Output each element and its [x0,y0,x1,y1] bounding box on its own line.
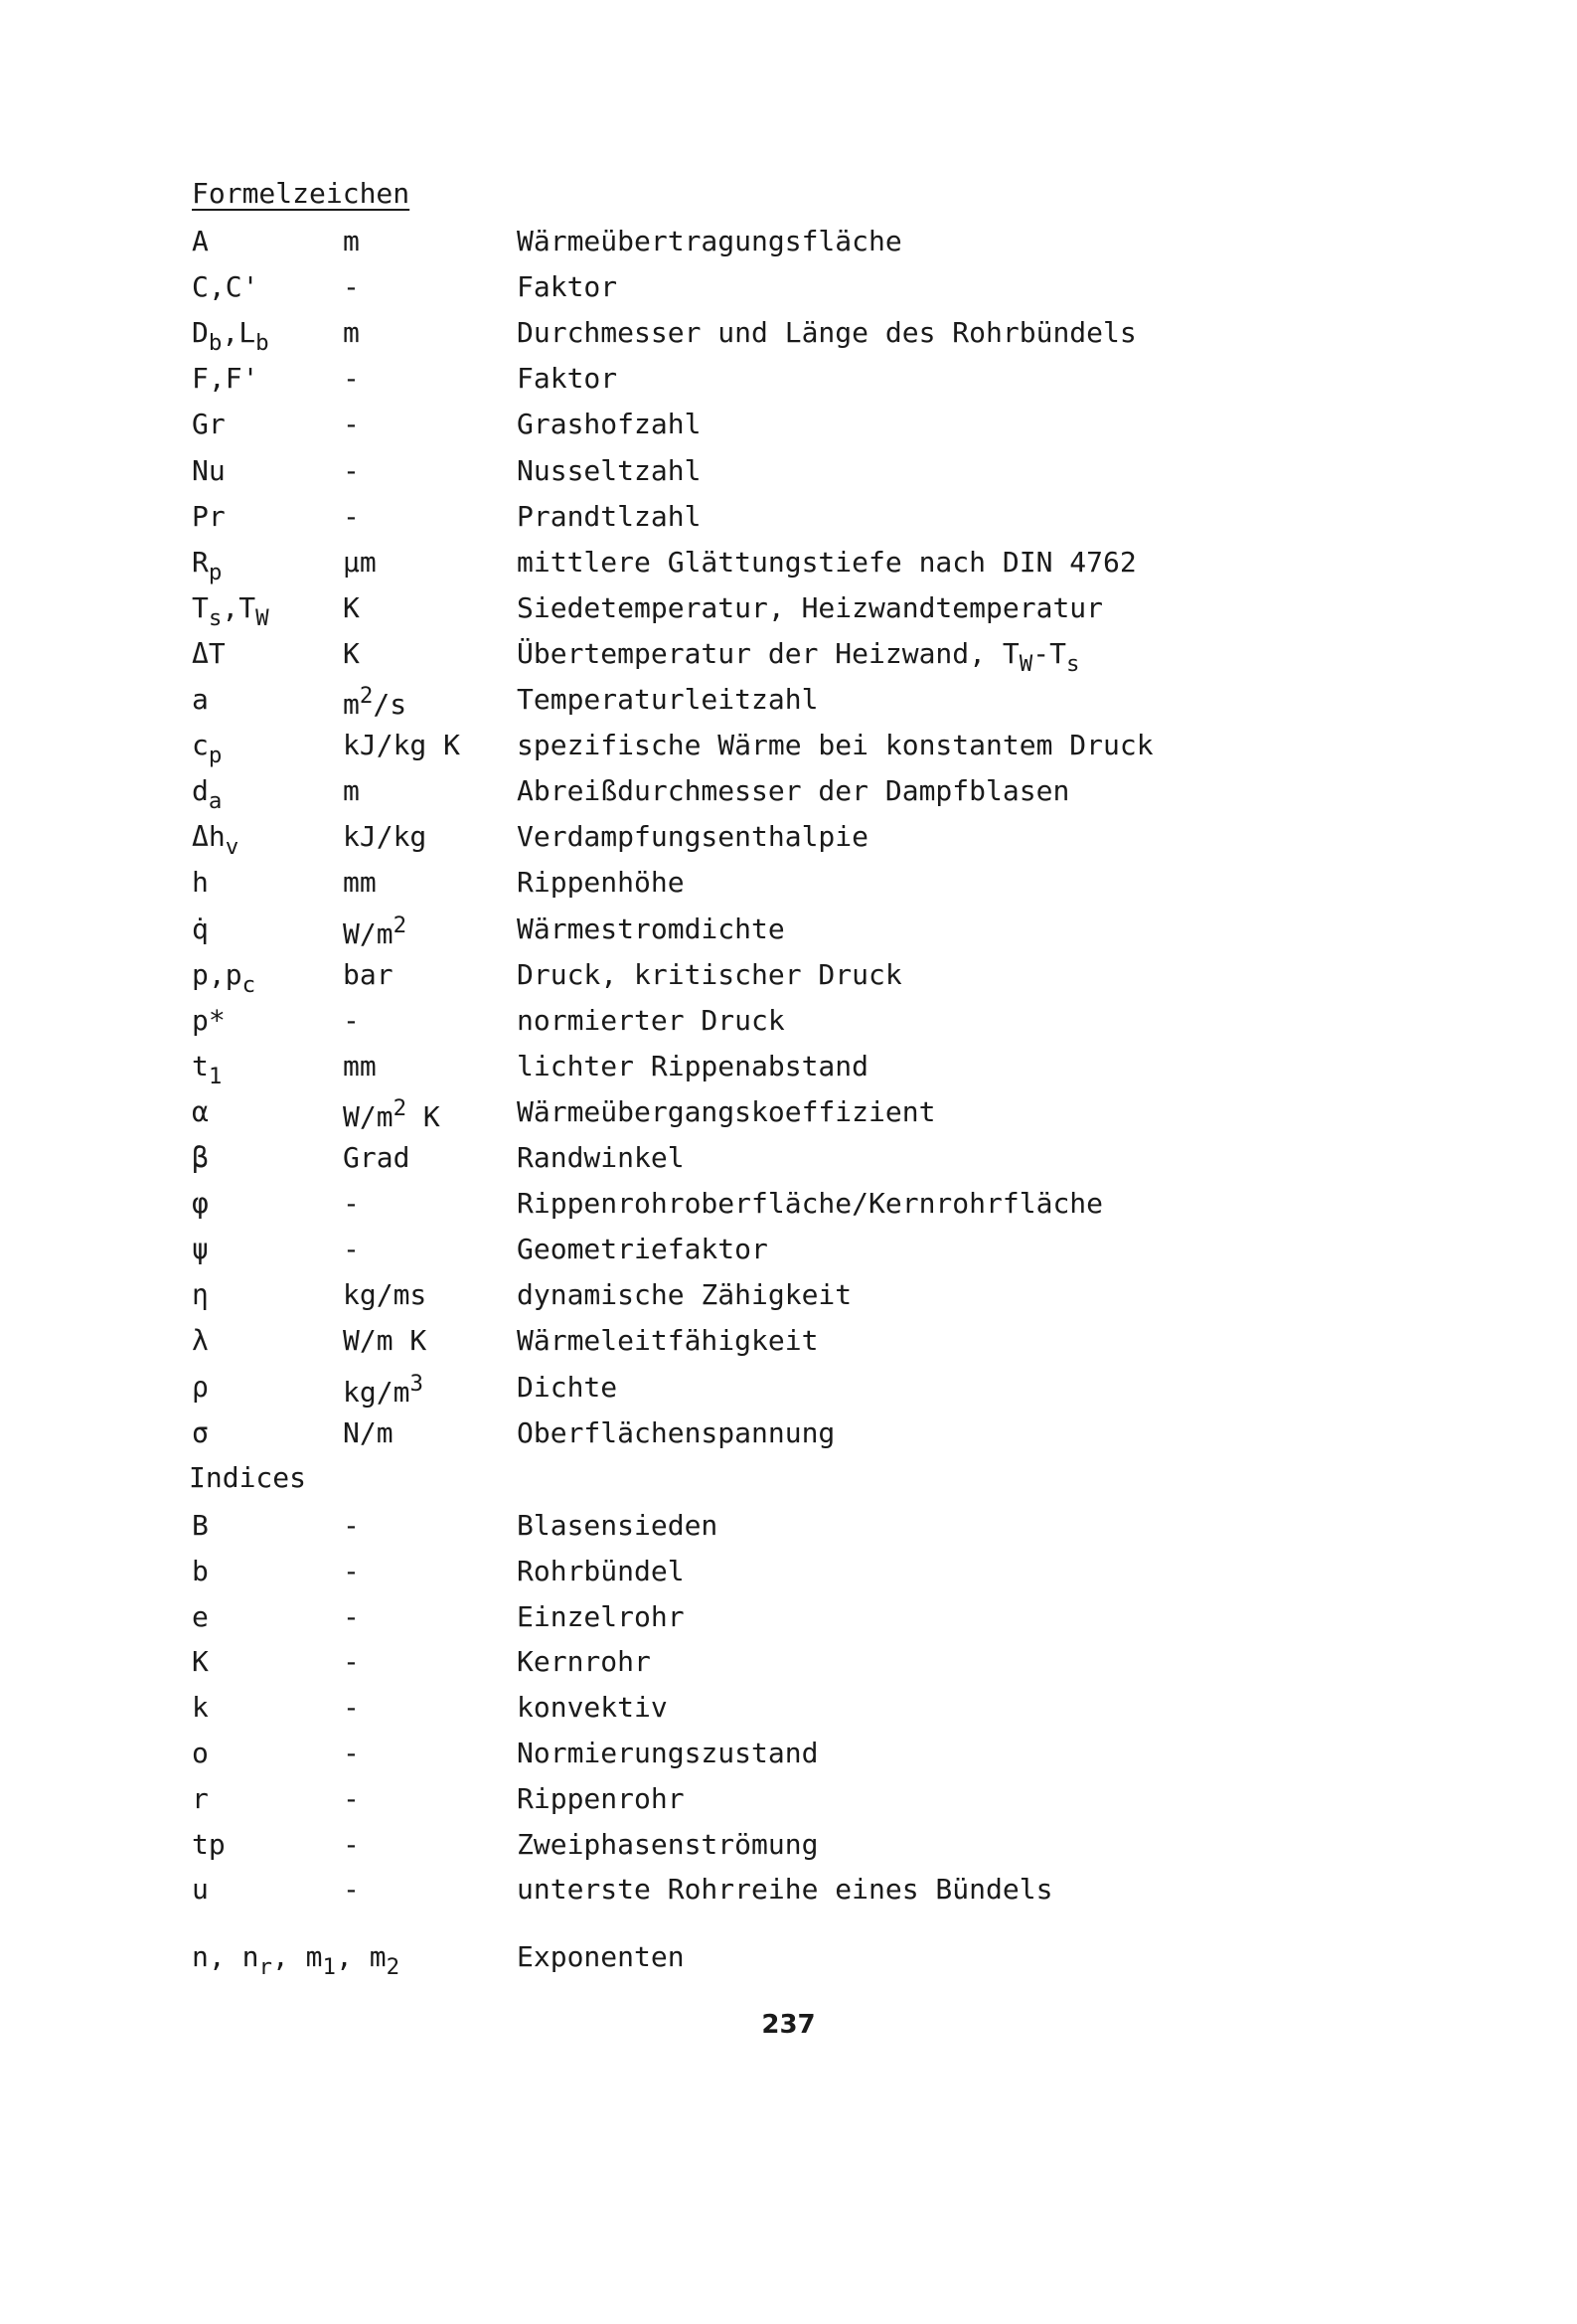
list-item [0,362,1577,408]
symbol: tp [192,1827,226,1861]
symbol: r [192,1781,209,1815]
symbol: k [192,1691,209,1725]
list-item [0,1600,1577,1646]
description: Faktor [517,362,618,396]
symbol: $c_p$ [192,729,223,768]
unit: m [343,225,360,257]
list-item [0,1371,1577,1416]
unit: mm [343,866,377,900]
description: Druck, kritischer Druck [517,957,902,991]
list-item [0,225,1577,270]
description: Faktor [517,270,618,304]
unit: - [343,1187,360,1221]
list-item [0,683,1577,729]
description: Prandtlzahl [517,499,702,533]
unit: m [343,316,360,350]
list-item [0,1645,1577,1691]
description: Wärmeübertragungsfläche [517,225,902,257]
description: Rippenrohroberfläche/Kernrohrfläche [517,1187,1104,1221]
description: Exponenten [517,1940,685,1973]
symbol: q̇ [192,912,209,945]
symbol: Nu [192,453,226,487]
symbol: ΔT [192,636,226,670]
unit: - [343,362,360,396]
unit: $W/m^2$ [343,912,407,950]
list-item [0,1782,1577,1828]
list-item [0,1004,1577,1050]
unit: kg/ms [343,1278,427,1312]
unit: mm [343,1049,377,1082]
description: Normierungszustand [517,1737,819,1769]
description: mittlere Glättungstiefe nach DIN 4762 [517,545,1137,579]
list-item [0,1141,1577,1187]
unit: kJ/kg [343,820,427,854]
list-item [0,454,1577,500]
unit: N/m [343,1415,394,1449]
unit: - [343,1873,360,1907]
symbol: h [192,866,209,900]
list-item [0,1278,1577,1324]
symbol: $p,p_c$ [192,957,256,998]
list-item [0,1416,1577,1462]
list-item [0,591,1577,637]
description: Kernrohr [517,1645,651,1679]
description: Durchmesser und Länge des Rohrbündels [517,316,1137,350]
unit: - [343,453,360,487]
description: unterste Rohrreihe eines Bündels [517,1873,1053,1907]
description: Geometriefaktor [517,1233,768,1266]
description: Grashofzahl [517,408,702,441]
list-item [0,913,1577,958]
list-item [0,1828,1577,1874]
symbol: ρ [192,1370,209,1404]
list-item [0,1095,1577,1141]
list-item [0,1233,1577,1278]
description: Übertemperatur der Heizwand, $T_W-T_s$ [517,636,1080,677]
list-item [0,408,1577,453]
list-item [0,316,1577,362]
symbol: o [192,1737,209,1769]
description: Rippenrohr [517,1781,685,1815]
unit: bar [343,957,394,991]
list-item [0,820,1577,866]
description: Abreißdurchmesser der Dampfblasen [517,774,1070,808]
symbol: a [192,683,209,716]
unit: - [343,1233,360,1266]
description: Blasensieden [517,1509,718,1542]
list-item [0,958,1577,1004]
list-item [0,1873,1577,1918]
unit: K [343,590,360,624]
description: Dichte [517,1370,618,1404]
unit: - [343,1645,360,1679]
symbol: $t_1$ [192,1049,223,1089]
list-item [0,1509,1577,1555]
symbol: α [192,1094,209,1128]
symbol: e [192,1599,209,1633]
description: Temperaturleitzahl [517,683,819,716]
list-item [0,866,1577,912]
list-item [0,774,1577,820]
unit: - [343,1003,360,1037]
symbol: $T_s,T_W$ [192,590,269,631]
unit: $W/m^2$ K [343,1094,440,1134]
list-item [0,729,1577,774]
description: lichter Rippenabstand [517,1049,869,1082]
list-item [0,1940,1577,1986]
description: Wärmestromdichte [517,912,785,945]
description: Einzelrohr [517,1599,685,1633]
list-item [0,1324,1577,1370]
description: Nusseltzahl [517,453,702,487]
unit: Grad [343,1141,410,1174]
symbol: A [192,225,209,257]
symbol: φ [192,1187,209,1221]
description: Oberflächenspannung [517,1415,836,1449]
symbol: b [192,1554,209,1587]
symbol: F,F' [192,362,259,396]
unit: - [343,1827,360,1861]
unit: m [343,774,360,808]
symbol: $D_b,L_b$ [192,316,269,357]
description: Siedetemperatur, Heizwandtemperatur [517,590,1104,624]
symbol: Gr [192,408,226,441]
list-item [0,1691,1577,1737]
symbol: C,C' [192,270,259,304]
unit: - [343,1781,360,1815]
description: Verdampfungsenthalpie [517,820,869,854]
description: Wärmeübergangskoeffizient [517,1094,936,1128]
symbol: ψ [192,1233,209,1266]
list-item [0,1187,1577,1233]
symbol: B [192,1509,209,1542]
unit: $m^2/s$ [343,683,407,722]
symbol: p* [192,1003,226,1037]
description: Wärmeleitfähigkeit [517,1324,819,1358]
unit: µm [343,545,377,579]
list-item [0,1737,1577,1782]
unit: - [343,1599,360,1633]
unit: K [343,636,360,670]
symbol: $d_a$ [192,774,223,815]
indices-heading: Indices [189,1461,307,1494]
unit: W/m K [343,1324,427,1358]
unit: $kg/m^3$ [343,1370,423,1409]
description: spezifische Wärme bei konstantem Druck [517,729,1154,762]
symbol: λ [192,1324,209,1358]
symbol: $\Delta h_v$ [192,820,239,861]
description: Rohrbündel [517,1554,685,1587]
description: konvektiv [517,1691,668,1725]
symbol: η [192,1278,209,1312]
unit: - [343,408,360,441]
page-number: 237 [761,2010,816,2040]
symbol: n, $n_r$, $m_1$, $m_2$ [192,1940,400,1980]
list-item [0,546,1577,591]
list-item [0,1555,1577,1600]
unit: - [343,1509,360,1542]
symbol: β [192,1141,209,1174]
description: Zweiphasenströmung [517,1827,819,1861]
description: dynamische Zähigkeit [517,1278,853,1312]
symbol: Pr [192,499,226,533]
unit: - [343,1554,360,1587]
list-item [0,270,1577,316]
unit: - [343,499,360,533]
section-heading: Formelzeichen [192,177,410,210]
description: Randwinkel [517,1141,685,1174]
symbol: σ [192,1415,209,1449]
description: Rippenhöhe [517,866,685,900]
unit: kJ/kg K [343,729,461,762]
unit: - [343,1691,360,1725]
description: normierter Druck [517,1003,785,1037]
list-item [0,500,1577,546]
symbol: $R_p$ [192,545,223,585]
symbol: u [192,1873,209,1907]
unit: - [343,1737,360,1769]
list-item [0,637,1577,683]
unit: - [343,270,360,304]
symbol: K [192,1645,209,1679]
list-item [0,1050,1577,1095]
